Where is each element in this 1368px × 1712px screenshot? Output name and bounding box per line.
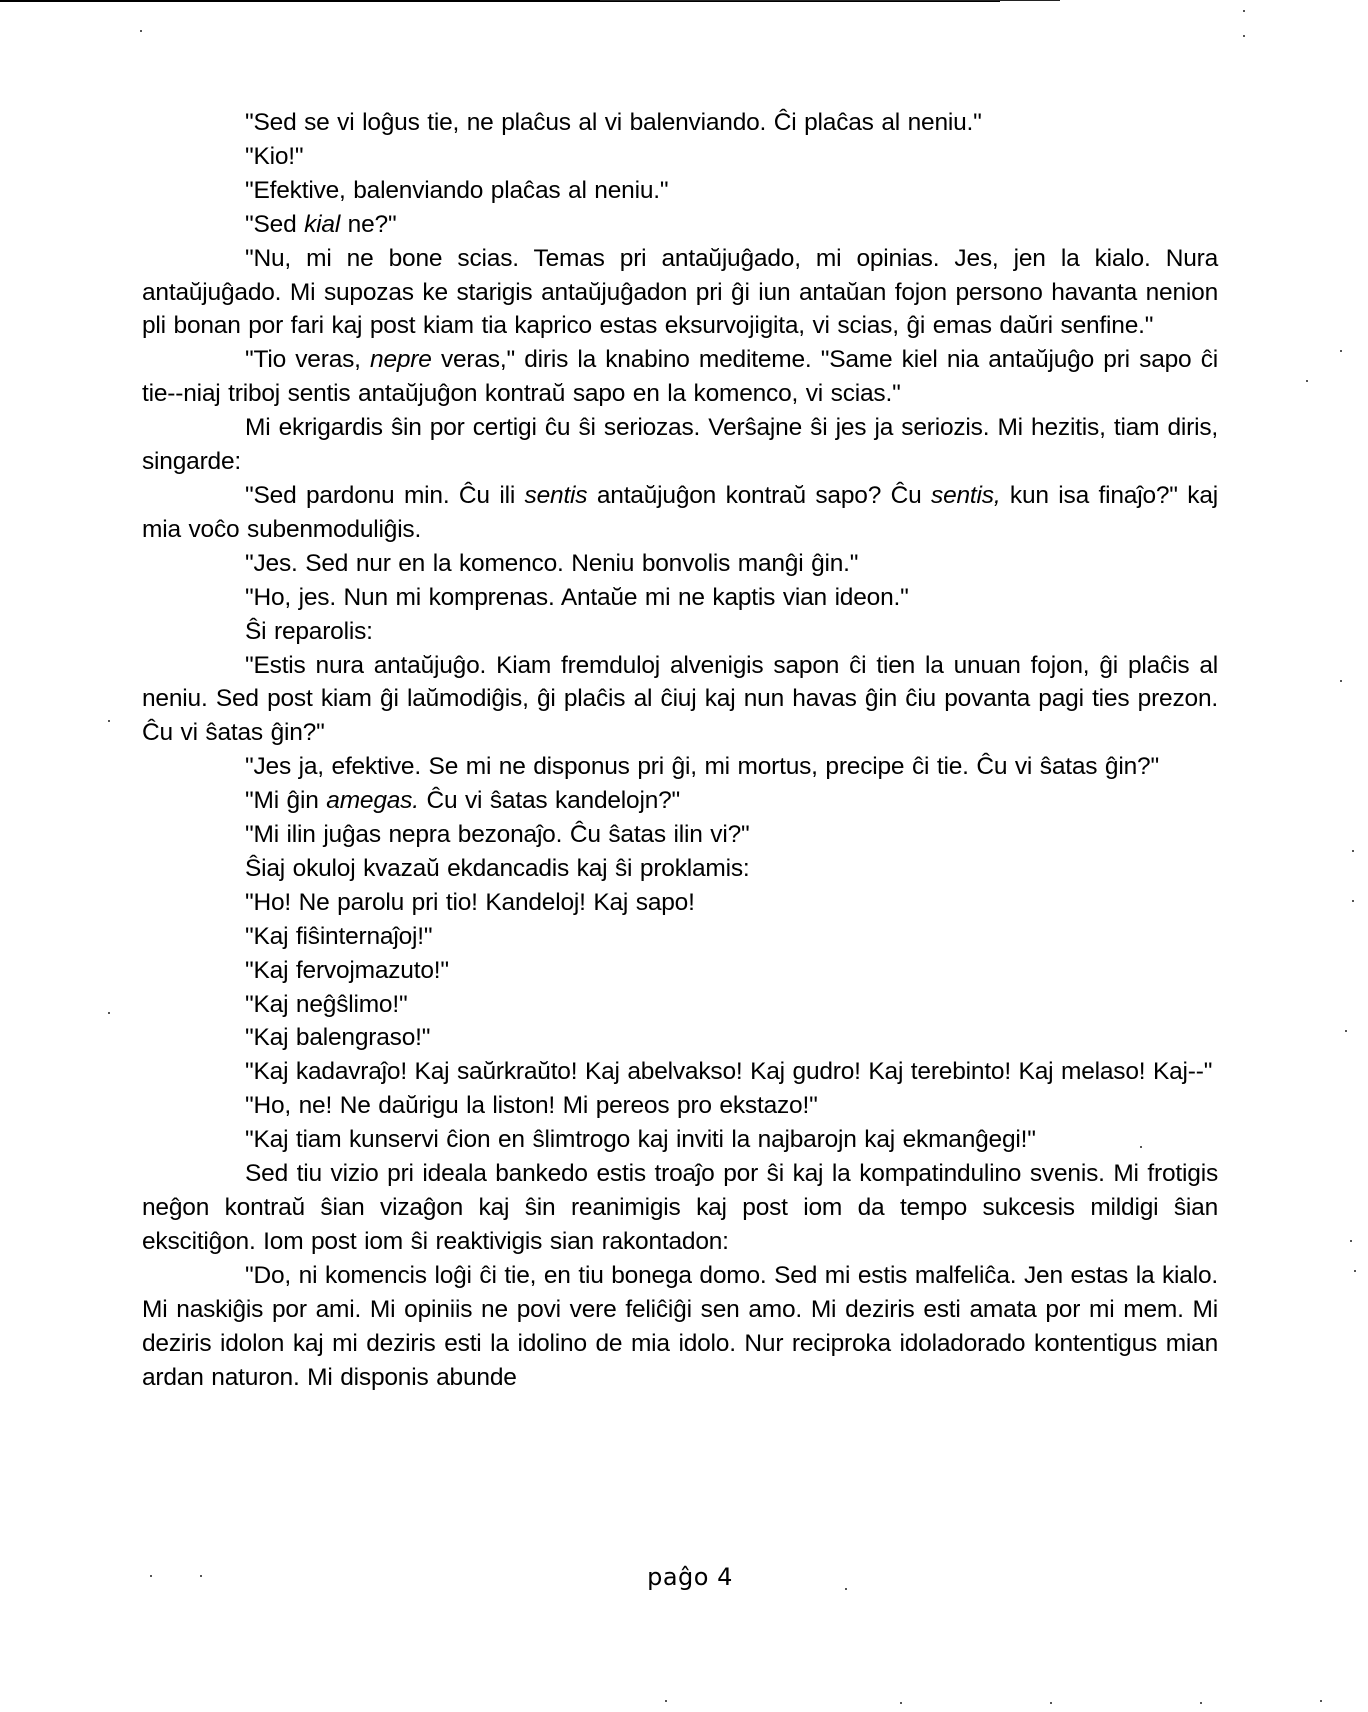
italic-text-segment: amegas. — [326, 787, 419, 815]
text-segment: veras," diris la knabino mediteme. "Same kiel nia antaŭjuĝo pri sapo ĉi tie--niaj triboj sentis antaŭjuĝon kontraŭ sapo en la komenco, vi scias." — [142, 346, 1219, 408]
paragraph — [142, 784, 1218, 818]
text-segment: "Sed — [245, 210, 305, 238]
paragraph — [142, 581, 1218, 615]
scan-speck — [1243, 10, 1245, 12]
text-segment: "Jes ja, efektive. Se mi ne disponus pri ĝi, mi mortus, precipe ĉi tie. Ĉu vi ŝatas ĝin?" — [245, 753, 1159, 781]
paragraph — [142, 1021, 1218, 1055]
paragraph — [142, 479, 1218, 547]
paragraph — [142, 818, 1218, 852]
text-segment: "Estis nura antaŭjuĝo. Kiam fremduloj alvenigis sapon ĉi tien la unuan fojon, ĝi plaĉis al neniu. Sed post kiam ĝi laŭmodiĝis, ĝi plaĉis al ĉiuj kaj nun havas ĝin ĉiu povanta pagi ties prezon. Ĉu vi ŝatas ĝin?" — [142, 651, 1218, 747]
text-segment: "Kaj balengraso!" — [245, 1024, 431, 1052]
paragraph — [142, 988, 1218, 1022]
paragraph — [142, 1157, 1218, 1259]
scan-speck — [150, 1575, 152, 1577]
text-segment: Ŝi reparolis: — [245, 617, 373, 645]
paragraph — [142, 343, 1218, 411]
scan-speck — [1345, 1030, 1347, 1032]
paragraph — [142, 750, 1218, 784]
text-segment: "Mi ĝin — [245, 787, 327, 815]
italic-text-segment: sentis — [524, 481, 588, 509]
paragraph — [142, 547, 1218, 581]
scan-speck — [1354, 1270, 1356, 1272]
page-number: paĝo 4 — [647, 1563, 733, 1591]
text-segment: "Kaj fervojmazuto!" — [245, 956, 449, 984]
text-segment: Ĉu vi ŝatas kandelojn?" — [418, 787, 681, 815]
scan-speck — [1352, 900, 1354, 902]
text-segment: antaŭjuĝon kontraŭ sapo? Ĉu — [587, 481, 932, 509]
text-segment: "Ho, jes. Nun mi komprenas. Antaŭe mi ne kaptis vian ideon." — [245, 583, 909, 611]
text-segment: Sed tiu vizio pri ideala bankedo estis troaĵo por ŝi kaj la kompatindulino svenis. Mi frotigis neĝon kontraŭ ŝian vizaĝon kaj ŝin reanimigis kaj post iom da tempo sukcesis mildigi ŝian ekscitiĝon. Iom post iom ŝi reaktivigis sian rakontadon: — [142, 1160, 1218, 1255]
text-segment: "Nu, mi ne bone scias. Temas pri antaŭjuĝado, mi opinias. Jes, jen la kialo. Nura antaŭjuĝado. Mi supozas ke starigis antaŭjuĝadon pri ĝi iun antaŭan fojon persono havanta nenion pli bonan por fari kaj post kiam tia kaprico estas eksurvojigita, vi scias, ĝi emas daŭri senfine." — [142, 244, 1218, 340]
scan-speck — [1320, 1700, 1322, 1702]
italic-text-segment: nepre — [370, 346, 432, 374]
text-segment: kun isa finaĵo?" kaj mia voĉo subenmoduliĝis. — [142, 481, 1218, 543]
text-segment: "Kaj fiŝinternaĵoj!" — [245, 922, 433, 950]
paragraph — [142, 1055, 1218, 1089]
paragraph — [142, 208, 1218, 242]
paragraph — [142, 649, 1218, 751]
text-segment: "Kaj kadavraĵo! Kaj saŭrkraŭto! Kaj abelvakso! Kaj gudro! Kaj terebinto! Kaj melaso! Kaj--" — [245, 1058, 1213, 1086]
scan-speck — [1050, 1702, 1052, 1704]
text-segment: "Efektive, balenviando plaĉas al neniu." — [245, 176, 669, 204]
paragraph — [142, 886, 1218, 920]
scan-speck — [900, 1702, 902, 1704]
scan-speck — [1350, 1240, 1352, 1242]
scan-speck — [1140, 1146, 1142, 1148]
scan-speck — [665, 1700, 667, 1702]
scan-speck — [845, 1588, 847, 1590]
text-segment: "Kaj tiam kunservi ĉion en ŝlimtrogo kaj inviti la najbarojn kaj ekmanĝegi!" — [245, 1126, 1036, 1154]
scan-speck — [1352, 850, 1354, 852]
paragraph — [142, 615, 1218, 649]
scan-speck — [200, 1575, 202, 1577]
scan-speck — [108, 720, 110, 722]
paragraph — [142, 1259, 1218, 1395]
scan-speck — [1340, 350, 1342, 352]
scan-speck — [1306, 380, 1308, 382]
paragraph — [142, 140, 1218, 174]
paragraph — [142, 954, 1218, 988]
text-segment: "Sed se vi loĝus tie, ne plaĉus al vi balenviando. Ĉi plaĉas al neniu." — [245, 109, 982, 136]
paragraph — [142, 920, 1218, 954]
paragraph — [142, 411, 1218, 479]
scan-top-edge-rule-secondary — [600, 0, 1060, 1]
text-segment: "Jes. Sed nur en la komenco. Neniu bonvolis manĝi ĝin." — [245, 549, 859, 577]
scan-speck — [140, 30, 142, 32]
text-segment: ne?" — [340, 210, 397, 238]
text-segment: "Ho, ne! Ne daŭrigu la liston! Mi pereos pro ekstazo!" — [245, 1092, 818, 1120]
text-segment: Ŝiaj okuloj kvazaŭ ekdancadis kaj ŝi proklamis: — [245, 854, 750, 882]
scan-speck — [1340, 680, 1342, 682]
text-segment: "Kaj neĝŝlimo!" — [245, 990, 408, 1018]
scan-speck — [1243, 35, 1245, 37]
paragraph — [142, 1123, 1218, 1157]
text-segment: "Tio veras, — [245, 346, 371, 374]
italic-text-segment: kial — [304, 210, 341, 238]
text-segment: "Do, ni komencis loĝi ĉi tie, en tiu bonega domo. Sed mi estis malfeliĉa. Jen estas la kialo. Mi naskiĝis por ami. Mi opiniis ne povi vere feliĉiĝi sen amo. Mi deziris esti amata por mi mem. Mi deziris idolon kaj mi deziris esti la idolino de mia idolo. Nur reciproka idoladorado kontentigus mian ardan naturon. Mi disponis abunde — [142, 1261, 1218, 1391]
paragraph — [142, 174, 1218, 208]
document-body — [142, 106, 1218, 1394]
scan-speck — [108, 1012, 110, 1014]
paragraph — [142, 242, 1218, 344]
paragraph — [142, 1089, 1218, 1123]
scan-speck — [1200, 1702, 1202, 1704]
italic-text-segment: sentis, — [931, 481, 1001, 509]
text-segment: "Kio!" — [245, 142, 304, 170]
text-segment: Mi ekrigardis ŝin por certigi ĉu ŝi seriozas. Verŝajne ŝi jes ja seriozis. Mi hezitis, tiam diris, singarde: — [142, 414, 1218, 476]
text-segment: "Mi ilin juĝas nepra bezonaĵo. Ĉu ŝatas ilin vi?" — [245, 821, 750, 849]
text-segment: "Sed pardonu min. Ĉu ili — [245, 481, 525, 509]
text-segment: "Ho! Ne parolu pri tio! Kandeloj! Kaj sapo! — [245, 888, 695, 916]
paragraph — [142, 106, 1218, 140]
paragraph — [142, 852, 1218, 886]
